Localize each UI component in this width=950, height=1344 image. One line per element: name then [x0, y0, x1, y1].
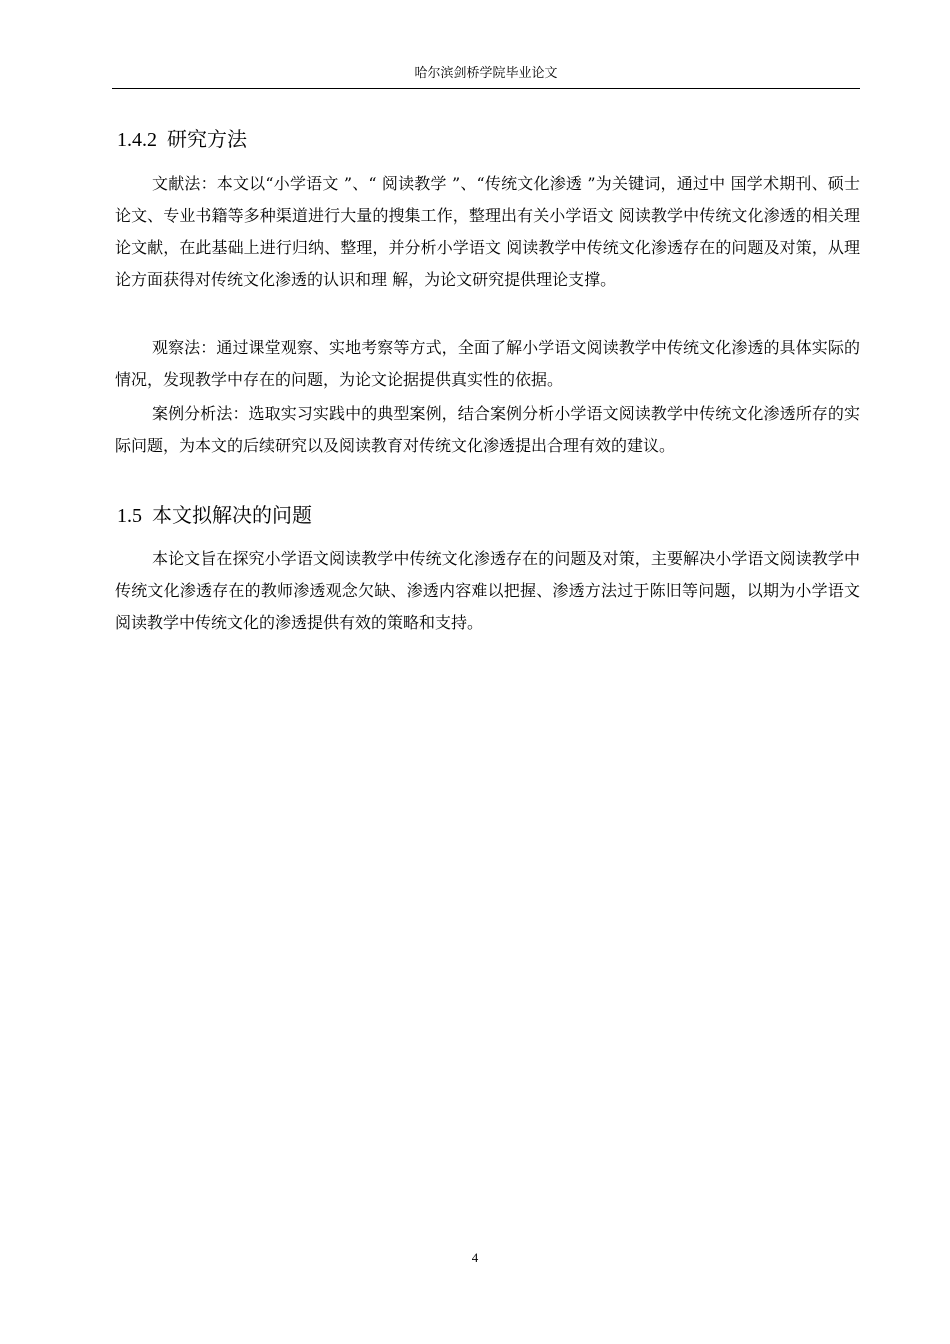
section-number: 1.4.2	[117, 129, 157, 151]
page-number: 4	[471, 1250, 479, 1265]
paragraph-problems: 本论文旨在探究小学语文阅读教学中传统文化渗透存在的问题及对策，主要解决小学语文阅读教学中传统文化渗透存在的教师渗透观念欠缺、渗透内容难以把握、渗透方法过于陈旧等问题，以期为小学语文阅读教学中传统文化的渗透提供有效的策略和支持。	[115, 549, 860, 632]
section-heading-research-methods	[117, 126, 247, 153]
paragraph-case-analysis-method: 案例分析法：选取实习实践中的典型案例，结合案例分析小学语文阅读教学中传统文化渗透所存的实际问题，为本文的后续研究以及阅读教育对传统文化渗透提出合理有效的建议。	[115, 404, 860, 455]
section-number: 1.5	[117, 505, 142, 527]
section-title: 本文拟解决的问题	[152, 503, 312, 527]
running-header: 哈尔滨剑桥学院毕业论文	[414, 66, 558, 81]
header-rule	[112, 88, 860, 89]
section-title: 研究方法	[167, 127, 247, 151]
paragraph-observation-method: 观察法：通过课堂观察、实地考察等方式，全面了解小学语文阅读教学中传统文化渗透的具体实际的情况，发现教学中存在的问题，为论文论据提供真实性的依据。	[115, 338, 860, 389]
section-heading-problems	[117, 502, 312, 529]
paragraph-literature-method: 文献法：本文以“小学语文 ”、“ 阅读教学 ”、“传统文化渗透 ”为关键词，通过中 国学术期刊、硕士论文、专业书籍等多种渠道进行大量的搜集工作，整理出有关小学语文 阅读教学中传统文化渗透的相关理论文献，在此基础上进行归纳、整理，并分析小学语文 阅读教学中传统文化渗透存在的问题及对策，从理论方面获得对传统文化渗透的认识和理 解，为论文研究提供理论支撑。	[115, 174, 860, 289]
